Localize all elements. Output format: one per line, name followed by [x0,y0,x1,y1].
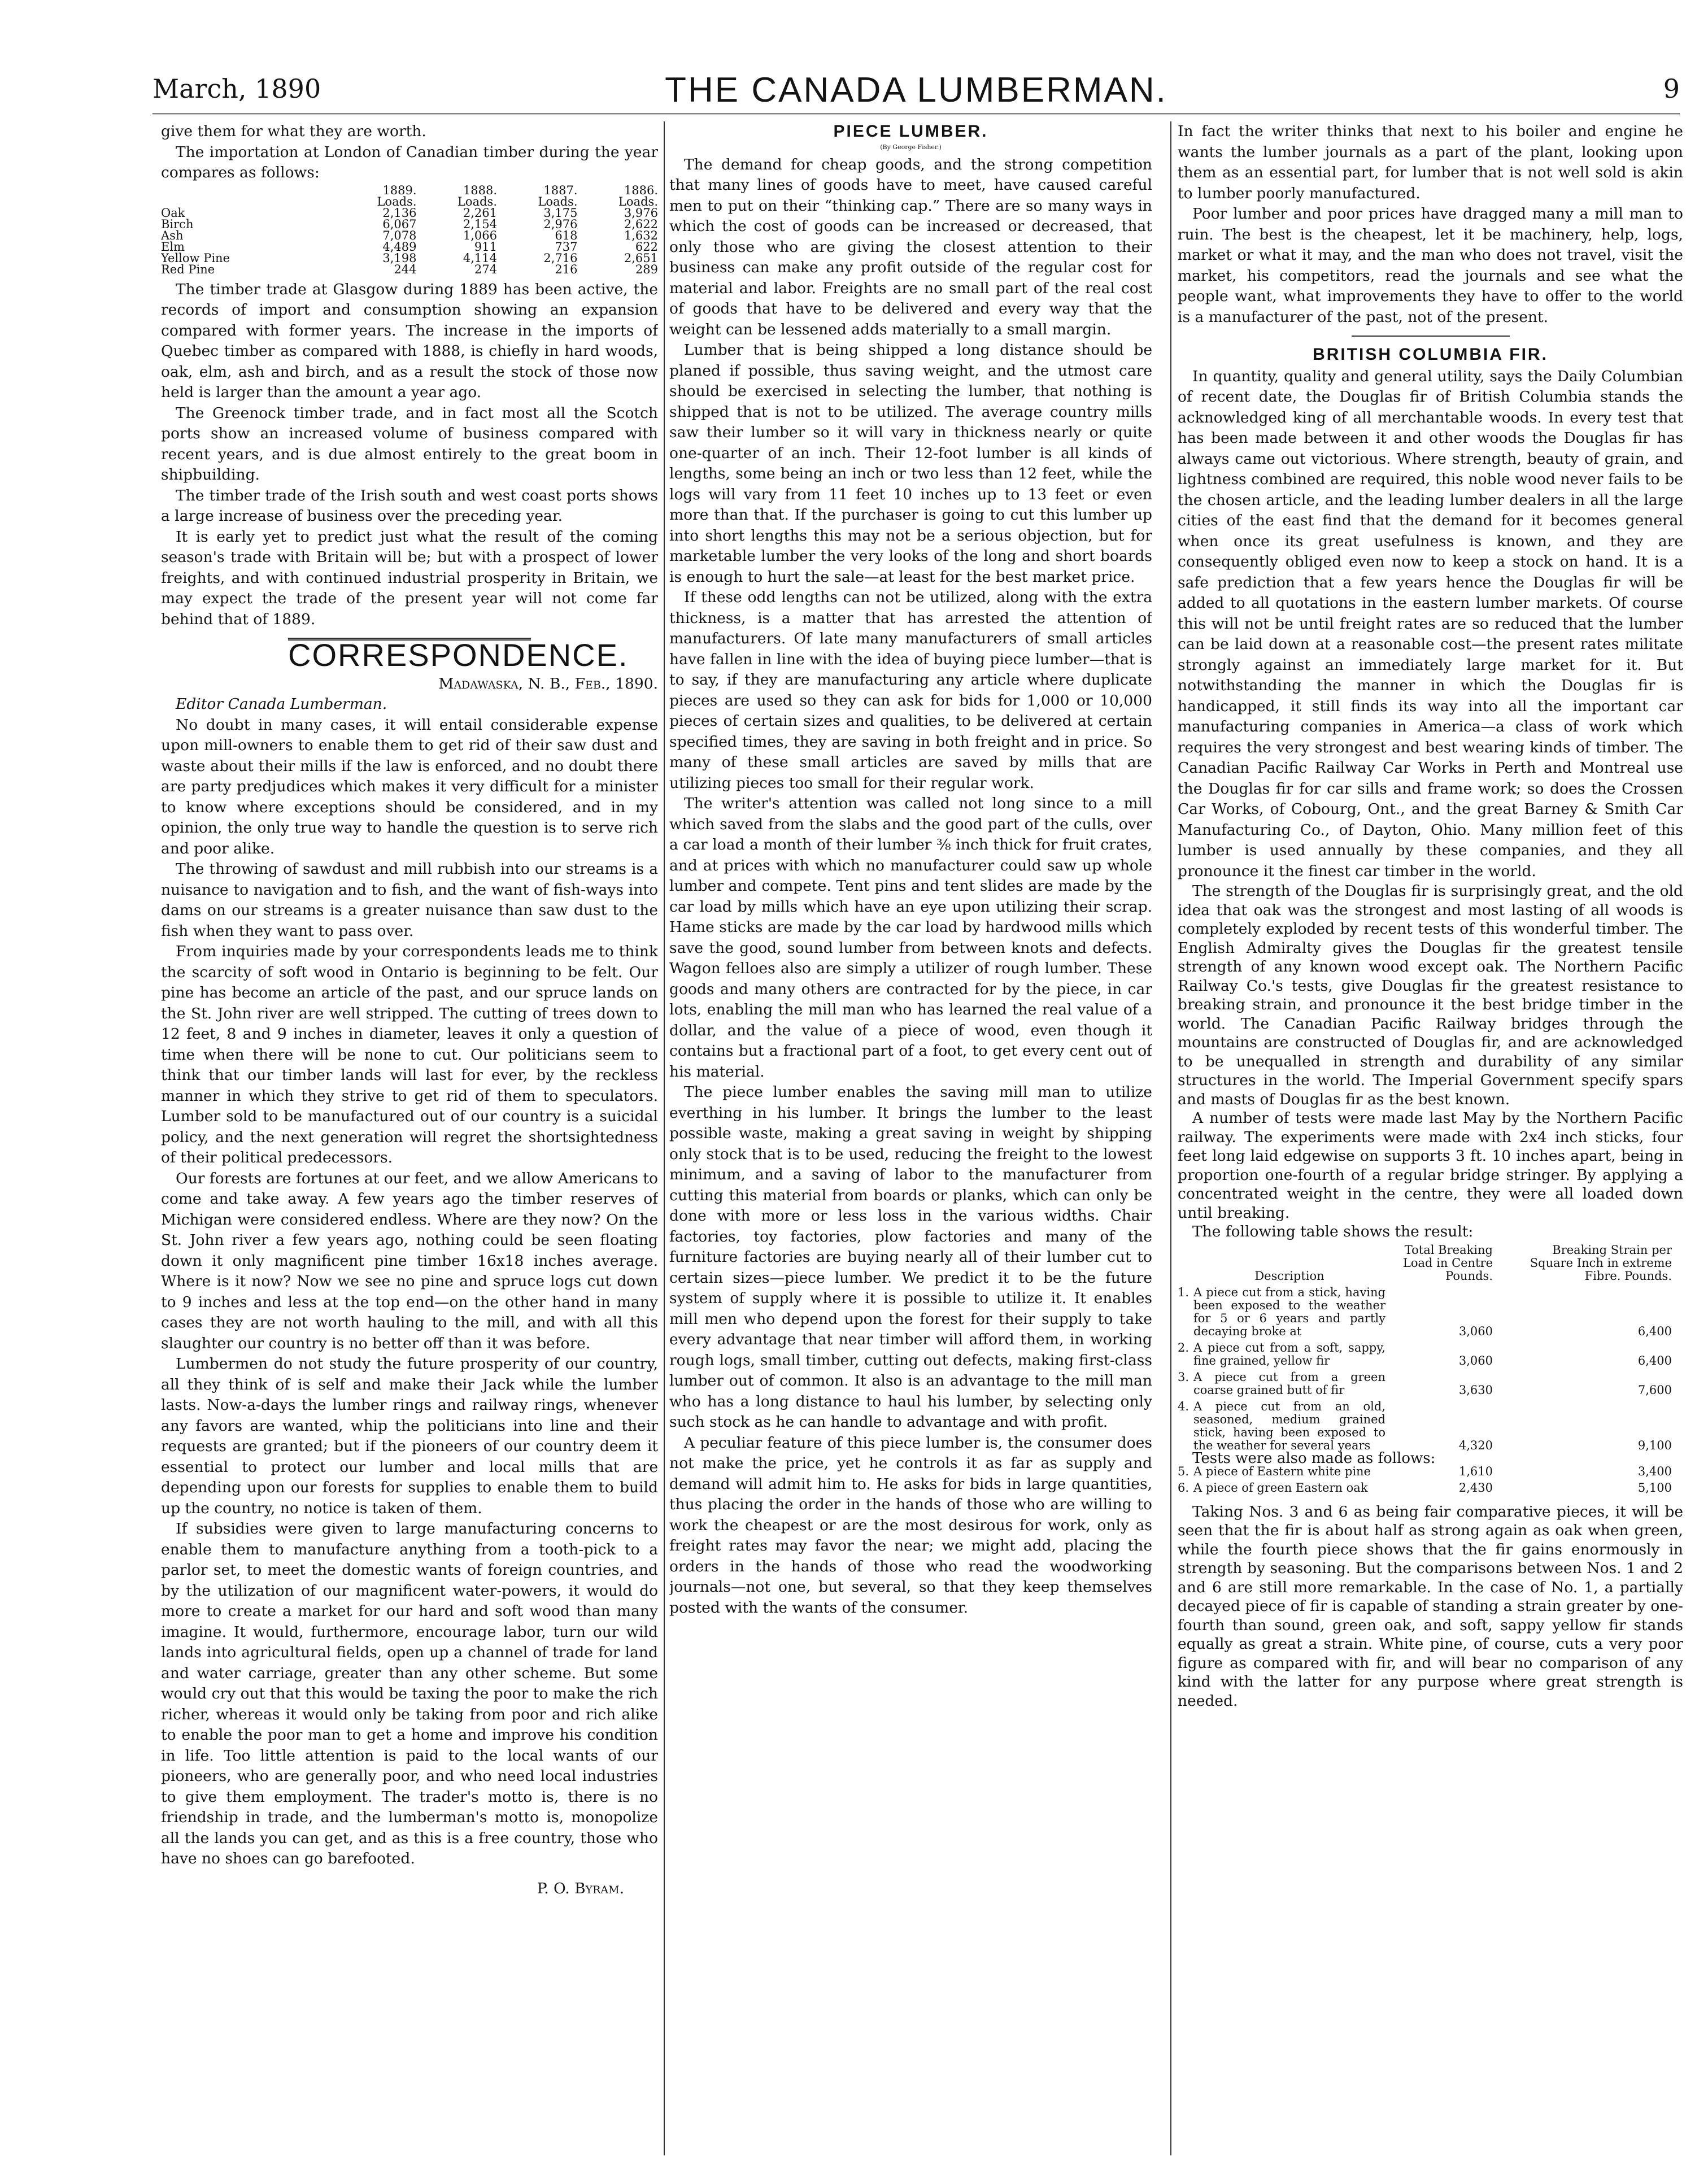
column-2 [669,121,1152,2155]
table-cell: 2,622 [624,217,658,231]
paragraph: From inquiries made by your correspondents leads me to think the scarcity of soft wood in Ontario is beginning to be felt. Our pine has become an article of the past, and our spruce lands on the St. John river are well stripped. The cutting of trees down to 12 feet, 8 and 9 inches in diameter, leaves it only a question of time when there will be none to cut. Our politicians seem to think that our timber lands will last for ever, by the reckless manner in which they strive to get rid of them to speculators. Lumber sold to be manufactured out of our country is a suicidal policy, and the next generation will regret the shortsightedness of their political predecessors. [161,943,658,1166]
table-cell: 3,198 [382,251,417,265]
paragraph: The importation at London of Canadian timber during the year compares as follows: [161,143,658,181]
paragraph: If these odd lengths can not be utilized, along with the extra thickness, is a matter that has arrested the attention of manufacturers. Of late many manufacturers of small articles have fallen in line with the idea of buying piece lumber—that is to say, if they are manufacturing any article where duplicate pieces are used so they can ask for bids for 1,000 or 10,000 pieces of certain sizes and qualities, to be delivered at certain specified times, they are saving in both freight and in price. So many of these small articles are saved by mills that are utilizing pieces too small for their regular work. [669,589,1152,792]
page-header [152,73,1680,113]
wood-name: Red Pine [161,262,215,276]
table-cell: 3,976 [624,206,658,220]
paragraph: No doubt in many cases, it will entail considerable expense upon mill-owners to enable them to get rid of their saw dust and waste about their mills if the law is enforced, and no doubt there are party predjudices which makes it very difficult for a minister to know where exceptions should be considered, and in my opinion, the only true way to handle the question is to serve rich and poor alike. [161,716,658,857]
masthead-title: THE CANADA LUMBERMAN. [665,71,1167,110]
table-header: 1888. Loads. [457,183,497,208]
table-cell: 244 [394,262,417,276]
table-cell: 6,067 [382,217,417,231]
table-cell: 1,066 [463,228,497,242]
column-1 [161,121,658,2155]
wood-name: Ash [161,228,184,242]
table-cell: 2,261 [463,206,497,220]
table-cell: 2,136 [382,206,417,220]
table-row [161,264,658,275]
paragraph: In fact the writer thinks that next to his boiler and engine he wants the lumber journals as a part of the plant, looking upon them as an essential part, for lumber that is not well sold is akin to lumber poorly manufactured. [1178,123,1683,202]
signature: P. O. Byram. [537,1879,624,1897]
table-header: Total Breaking Load in Centre Pounds. [1402,1243,1493,1283]
paragraph: The timber trade at Glasgow during 1889 has been active, the records of import and consumption showing an expansion compared with former years. The increase in the imports of Quebec timber as compared with 1888, is chiefly in hard woods, oak, elm, ash and birch, and as a result the stock of those now held is larger than the amount a year ago. [161,280,658,401]
table-cell: 7,600 [1637,1383,1672,1397]
paragraph: give them for what they are worth. [161,123,426,140]
row-number: 5. [1178,1464,1190,1478]
row-number: 4. [1178,1399,1190,1413]
table-subheading: Tests were also made as follows: [1192,1449,1436,1467]
paragraph: The strength of the Douglas fir is surprisingly great, and the old idea that oak was the strongest and most lasting of all woods is completely exploded by recent tests of this wonderful timber. The English Admiralty gives the Douglas fir the greatest tensile strength of any known wood except oak. The Northern Pacific Railway Co.'s tests, give Douglas fir the greatest resistance to breaking strain, and pronounce it the best bridge timber in the world. The Canadian Pacific Railway bridges through the mountains are constructed of Douglas fir, and are acknowledged to be unequalled in strength and durability of any similar structures in the world. The Imperial Government specify spars and masts of Douglas fir as the best known. [1178,882,1683,1108]
dateline: Madawaska, N. B., Feb., 1890. [438,674,658,692]
table-cell: A piece cut from a stick, having been exposed to the weather for 5 or 6 years and partly decaying broke at [1193,1285,1385,1338]
table-cell: 911 [474,239,497,254]
table-header: 1889. Loads. [377,183,417,208]
salutation: Editor Canada Lumberman. [176,695,387,713]
paragraph: The timber trade of the Irish south and west coast ports shows a large increase of business over the preceding year. [161,486,658,525]
table-cell: A piece cut from an old, seasoned, medium grained stick, having been exposed to the weather for several years [1193,1399,1385,1452]
table-cell: 289 [635,262,658,276]
row-number: 6. [1178,1480,1190,1495]
table-cell: 4,114 [463,251,497,265]
paragraph: In quantity, quality and general utility, says the Daily Columbian of recent date, the Douglas fir of British Columbia stands the acknowledged king of all merchantable woods. In every test that has been made between it and other woods the Douglas fir has always came out victorious. Where strength, beauty of grain, and lightness combined are required, this noble wood never fails to be the chosen article, and the leading lumber dealers in all the large cities of the east find that the demand for it becomes general when once its great usefulness is known, and they are consequently obliged even now to keep a stock on hand. It is a safe prediction that a few years hence the Douglas fir will be added to all quotations in the eastern lumber markets. Of course this will not be until freight rates are so reduced that the lumber can be laid down at a reasonable cost—the present rates militate strongly against an immediately large market for it. But notwithstanding the manner in which the Douglas fir is handicapped, it still finds its way into all the important car manufacturing companies in America—a class of work which requires the very strongest and best wearing kinds of timber. The Canadian Pacific Railway Car Works in Perth and Montreal use the Douglas fir for car sills and frame work; so does the Crossen Car Works, of Cobourg, Ont., and the great Barney & Smith Car Manufacturing Co., of Dayton, Ohio. Many million feet of this lumber is used annually by these companies, and they all pronounce it the finest car timber in the world. [1178,367,1683,880]
wood-name: Oak [161,206,185,220]
table-row [1178,1478,1683,1495]
table-cell: 2,716 [543,251,578,265]
paragraph: The piece lumber enables the saving mill man to utilize everthing in his lumber. It brings the lumber to the least possible waste, making a great saving in weight by shipping only stock that is to be used, reducing the freight to the lowest minimum, and a saving of labor to the manufacturer from cutting this material from boards or planks, which can only be done with more or less loss in the various widths. Chair factories, toy factories, plow factories and many of the furniture factories are buying nearly all of their lumber cut to certain sizes—piece lumber. We predict it to be the future system of supply where it is possible to utilize it. It enables mill men who depend upon the forest for their supply to take every advantage that near timber will afford them, in working rough logs, small timber, cutting out defects, making first-class lumber out of common. It also is an advantage to the mill man who has a long distance to haul his lumber, by selecting only such stock as he can handle to advantage and with profit. [669,1083,1152,1431]
table-cell: A piece of green Eastern oak [1193,1480,1368,1495]
paragraph: The writer's attention was called not long since to a mill which saved from the slabs and the good part of the culls, over a car load a month of their lumber ⅜ inch thick for fruit crates, and at prices with which no manufacturer could saw up whole lumber and compete. Tent pins and tent slides are made by the car load by mills which have an eye upon utilizing their scrap. Hame sticks are made by the car load by hardwood mills which save the good, sound lumber from between knots and defects. Wagon felloes also are simply a utilizer of rough lumber. These goods and many others are contracted for by the piece, in car lots, enabling the mill man who has learned the real value of a dollar, and the value of a piece of wood, even though it contains but a fractional part of a foot, to get every cent out of his material. [669,795,1152,1081]
paragraph: If subsidies were given to large manufacturing concerns to enable them to manufacture anything from a tooth-pick to a parlor set, to meet the domestic wants of foreign countries, and by the utilization of our magnificent water-powers, it would do more to create a market for our hard and soft wood than many imagine. It would, furthermore, encourage labor, turn our wild lands into agricultural fields, open up a channel of trade for land and water carriage, greater than any other scheme. But some would cry out that this would be taxing the poor to make the rich richer, whereas it would only be taking from poor and rich alike to enable the poor man to get a home and improve his condition in life. Too little attention is paid to the local wants of our pioneers, who are generally poor, and who need local industries to give them employment. The trader's motto is, there is no friendship in trade, and the lumberman's motto is, monopolize all the lands you can get, and as this is a free country, those who have no shoes can go barefooted. [161,1520,658,1867]
table-cell: 9,100 [1637,1438,1672,1452]
paragraph: The demand for cheap goods, and the strong competition that many lines of goods have to meet, have caused careful men to put on their “thinking cap.” There are so many ways in which the cost of goods can be increased or decreased, that only those who are giving the closest attention to their business can make any profit outside of the regular cost for material and labor. Freights are no small part of the real cost of goods that have to be delivered and every way that the weight can be lessened adds materially to a small margin. [669,155,1152,338]
table-subheading-row [1178,1452,1683,1465]
table-cell: 2,651 [624,251,658,265]
paragraph: It is early yet to predict just what the result of the coming season's trade with Britain will be; but with a prospect of lower freights, and with continued industrial prosperity in Britain, we may expect the trade of the present year will not come far behind that of 1889. [161,528,658,628]
table-cell: 6,400 [1637,1324,1672,1338]
table-row [161,230,658,241]
wood-name: Birch [161,217,194,231]
table-cell: 3,060 [1458,1324,1493,1338]
paragraph: Lumbermen do not study the future prosperity of our country, all they think of is self and make their Jack while the lumber lasts. Now-a-days the lumber rings and railway rings, whenever any favors are wanted, whip the politicians into line and their requests are granted; but if the pioneers of our country deem it essential to protect our lumber and local mills that are depending upon our forests for supplies to enable them to build up the country, no notice is taken of them. [161,1355,658,1517]
table-header-row [1178,1244,1683,1283]
byline: (By George Fisher.) [880,143,942,151]
table-row [1178,1338,1683,1367]
table-cell: 1,632 [624,228,658,242]
issue-date: March, 1890 [152,73,321,104]
row-number: 3. [1178,1370,1190,1384]
paragraph: Lumber that is being shipped a long distance should be planed if possible, thus saving weight, and the utmost care should be exercised in selecting the lumber, that nothing is shipped that is not to be utilized. The average country mills saw their lumber so it will vary in thickness nearly or quite one-quarter of an inch. Their 12-foot lumber is all kinds of lengths, some being an inch or two less than 12 feet, while the logs will vary from 11 feet 10 inches up to 13 feet or even more than that. If the purchaser is going to cut this lumber up into short lengths this may not be a serious objection, but for marketable lumber the very looks of the long and short boards is enough to hurt the sale—at least for the best market price. [669,341,1152,586]
table-row [1178,1397,1683,1452]
row-number: 2. [1178,1340,1190,1354]
table-cell: 2,430 [1458,1480,1493,1495]
paragraph: The Greenock timber trade, and in fact most all the Scotch ports show an increased volume of business compared with recent years, and is due almost entirely to the great boom in shipbuilding. [161,404,658,483]
table-cell: 622 [635,239,658,254]
article-title-piece-lumber: PIECE LUMBER. [833,122,988,141]
table-cell: 3,060 [1458,1353,1493,1367]
table-cell: A piece cut from a soft, sappy, fine grained, yellow fir [1193,1340,1385,1367]
table-cell: 737 [555,239,578,254]
table-cell: 5,100 [1637,1480,1672,1495]
wood-name: Elm [161,239,185,254]
table-cell: 3,400 [1637,1464,1672,1478]
table-header: Breaking Strain per Square Inch in extreme Fibre. Pounds. [1530,1243,1672,1283]
table-cell: 3,630 [1458,1383,1493,1397]
column-3 [1178,121,1683,2155]
row-number: 1. [1178,1285,1190,1299]
dense-text-block [1178,882,1683,1242]
column-divider-1 [664,121,665,2155]
section-divider [1352,336,1510,337]
article-title-british-columbia-fir: BRITISH COLUMBIA FIR. [1313,345,1548,364]
paragraph: A number of tests were made last May by the Northern Pacific railway. The experiments were made with 2x4 inch sticks, four feet long laid edgewise on supports 3 ft. 10 inches apart, being in proportion one-fourth of a regular bridge stringer. By applying a concentrated weight in the centre, they were all loaded down until breaking. [1178,1109,1683,1222]
paragraph: A peculiar feature of this piece lumber is, the consumer does not make the price, yet he controls it as far as supply and demand will admit him to. He asks for bids in large quantities, thus placing the order in the hands of those who are willing to work the cheapest or are the most desirous for work, only as freight rates may favor the near; we might add, placing the orders in the hands of those who read the woodworking journals—not one, but several, so that they keep themselves posted with the wants of the consumer. [669,1434,1152,1617]
dense-text-block [1178,1502,1683,1711]
table-header: 1886. Loads. [618,183,658,208]
table-row [161,241,658,252]
table-header-row [161,185,658,207]
table-cell: 6,400 [1637,1353,1672,1367]
wood-name: Yellow Pine [161,251,230,265]
table-cell: 3,175 [543,206,578,220]
strength-test-table [1178,1244,1683,1495]
table-row [1178,1367,1683,1397]
header-rule [152,113,1680,115]
paragraph: Poor lumber and poor prices have dragged many a mill man to ruin. The best is the cheapest, let it be machinery, help, logs, market or what it may, and the man who does not travel, visit the market, his competitors, read the journals and see what the people want, what improvements they have to offer to the world is a manufacturer of the past, not of the present. [1178,205,1683,326]
column-divider-2 [1170,121,1171,2155]
table-cell: 7,078 [382,228,417,242]
paragraph: The following table shows the result: [1192,1223,1474,1240]
table-row [161,252,658,264]
table-header: 1887. Loads. [538,183,578,208]
table-row [161,219,658,230]
table-cell: 618 [555,228,578,242]
table-cell: A piece of Eastern white pine [1193,1464,1371,1478]
table-cell: 4,489 [382,239,417,254]
table-row [161,207,658,219]
table-cell: 1,610 [1458,1464,1493,1478]
paragraph: Our forests are fortunes at our feet, and we allow Americans to come and take away. A few years ago the timber reserves of Michigan were considered endless. Where are they now? On the St. John river a few years ago, nothing could be seen floating down it only magnificent pine timber 16x18 inches average. Where is it now? Now we see no pine and spruce logs cut down to 9 inches and less at the top end—on the other hand in many cases they are not worth hauling to the mill, and with all this slaughter our country is no better off than it was before. [161,1169,658,1352]
page-number: 9 [1663,73,1680,104]
table-cell: 4,320 [1458,1438,1493,1452]
table-row [1178,1465,1683,1478]
table-cell: 216 [555,262,578,276]
table-cell: 274 [474,262,497,276]
section-title-correspondence: CORRESPONDENCE. [288,637,629,673]
paragraph: The throwing of sawdust and mill rubbish into our streams is a nuisance to navigation and to fish, and the want of fish-ways into dams on our streams is a greater nuisance than saw dust to the fish when they want to pass over. [161,860,658,940]
london-imports-table [161,185,658,275]
paragraph: Taking Nos. 3 and 6 as being fair comparative pieces, it will be seen that the fir is about half as strong again as oak when green, while the fourth piece shows that the fir gains enormously in strength by seasoning. But the comparisons between Nos. 1 and 2 and 6 are still more remarkable. In the case of No. 1, a partially decayed piece of fir is capable of standing a strain greater by one-fourth than sound, green oak, and soft, sappy yellow fir stands equally as great a strain. White pine, of course, cuts a very poor figure as compared with fir, and will bear no comparison of any kind with the latter for any purpose where great strength is needed. [1178,1502,1683,1710]
table-header: Description [1254,1269,1324,1283]
table-cell: A piece cut from a green coarse grained butt of fir [1193,1370,1385,1397]
table-cell: 2,154 [463,217,497,231]
table-row [1178,1283,1683,1338]
table-cell: 2,976 [543,217,578,231]
